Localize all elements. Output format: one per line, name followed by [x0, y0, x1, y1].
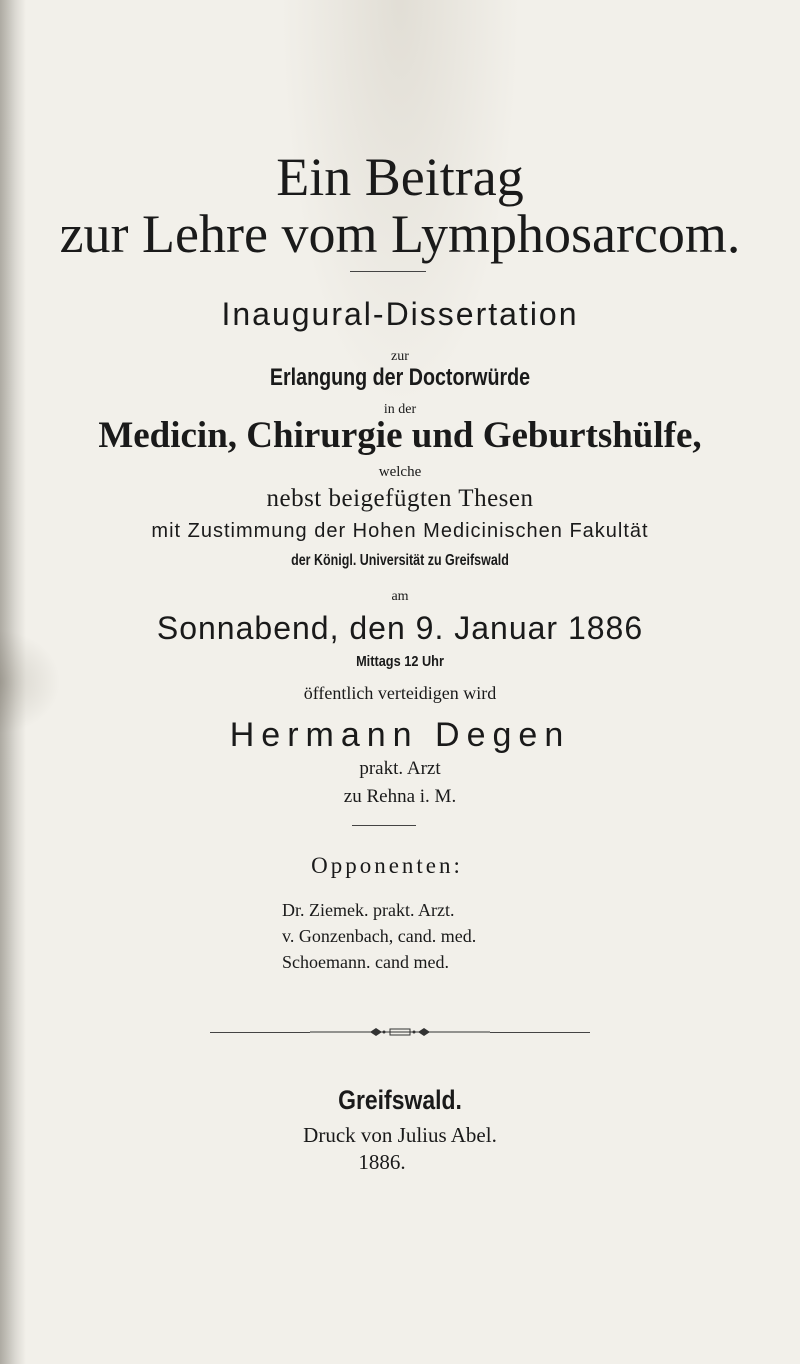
title-line-1: Ein Beitrag	[276, 147, 524, 207]
opponent-item: Dr. Ziemek. prakt. Arzt.	[282, 900, 455, 920]
ornamental-divider	[310, 1025, 490, 1039]
divider-middle	[352, 825, 416, 826]
imprint-year: 1886.	[358, 1150, 406, 1174]
faculty-line: Medicin, Chirurgie und Geburtshülfe,	[98, 415, 702, 456]
opponent-item: v. Gonzenbach, cand. med.	[282, 926, 477, 946]
universitaet-line: der Königl. Universität zu Greifswald	[291, 552, 509, 569]
zustimmung-line: mit Zustimmung der Hohen Medicinischen Fakultät	[151, 520, 649, 542]
imprint-city: Greifswald.	[338, 1085, 462, 1115]
divider-top	[350, 271, 426, 272]
time-line: Mittags 12 Uhr	[356, 653, 444, 670]
in-der-label: in der	[383, 402, 417, 417]
author-place: zu Rehna i. M.	[343, 786, 457, 807]
dissertation-heading: Inaugural-Dissertation	[221, 296, 579, 332]
welche-label: welche	[378, 464, 422, 480]
opponents-list	[282, 897, 582, 975]
ornament-rule-right	[490, 1032, 590, 1033]
ornament-icon	[310, 1025, 490, 1039]
imprint-printer: Druck von Julius Abel.	[303, 1123, 497, 1147]
opponents-heading: Opponenten:	[311, 853, 463, 878]
date-line: Sonnabend, den 9. Januar 1886	[156, 610, 644, 646]
thesen-line: nebst beigefügten Thesen	[266, 485, 534, 512]
ornament-rule-left	[210, 1032, 310, 1033]
author-title: prakt. Arzt	[359, 758, 441, 779]
erlangung-line: Erlangung der Doctorwürde	[269, 364, 531, 391]
verteidigen-line: öffentlich verteidigen wird	[303, 683, 497, 703]
author-name: Hermann Degen	[229, 716, 571, 754]
title-line-2: zur Lehre vom Lymphosarcom.	[59, 204, 741, 264]
opponent-item: Schoemann. cand med.	[282, 952, 449, 972]
am-label: am	[391, 589, 409, 604]
zur-label: zur	[391, 349, 409, 364]
